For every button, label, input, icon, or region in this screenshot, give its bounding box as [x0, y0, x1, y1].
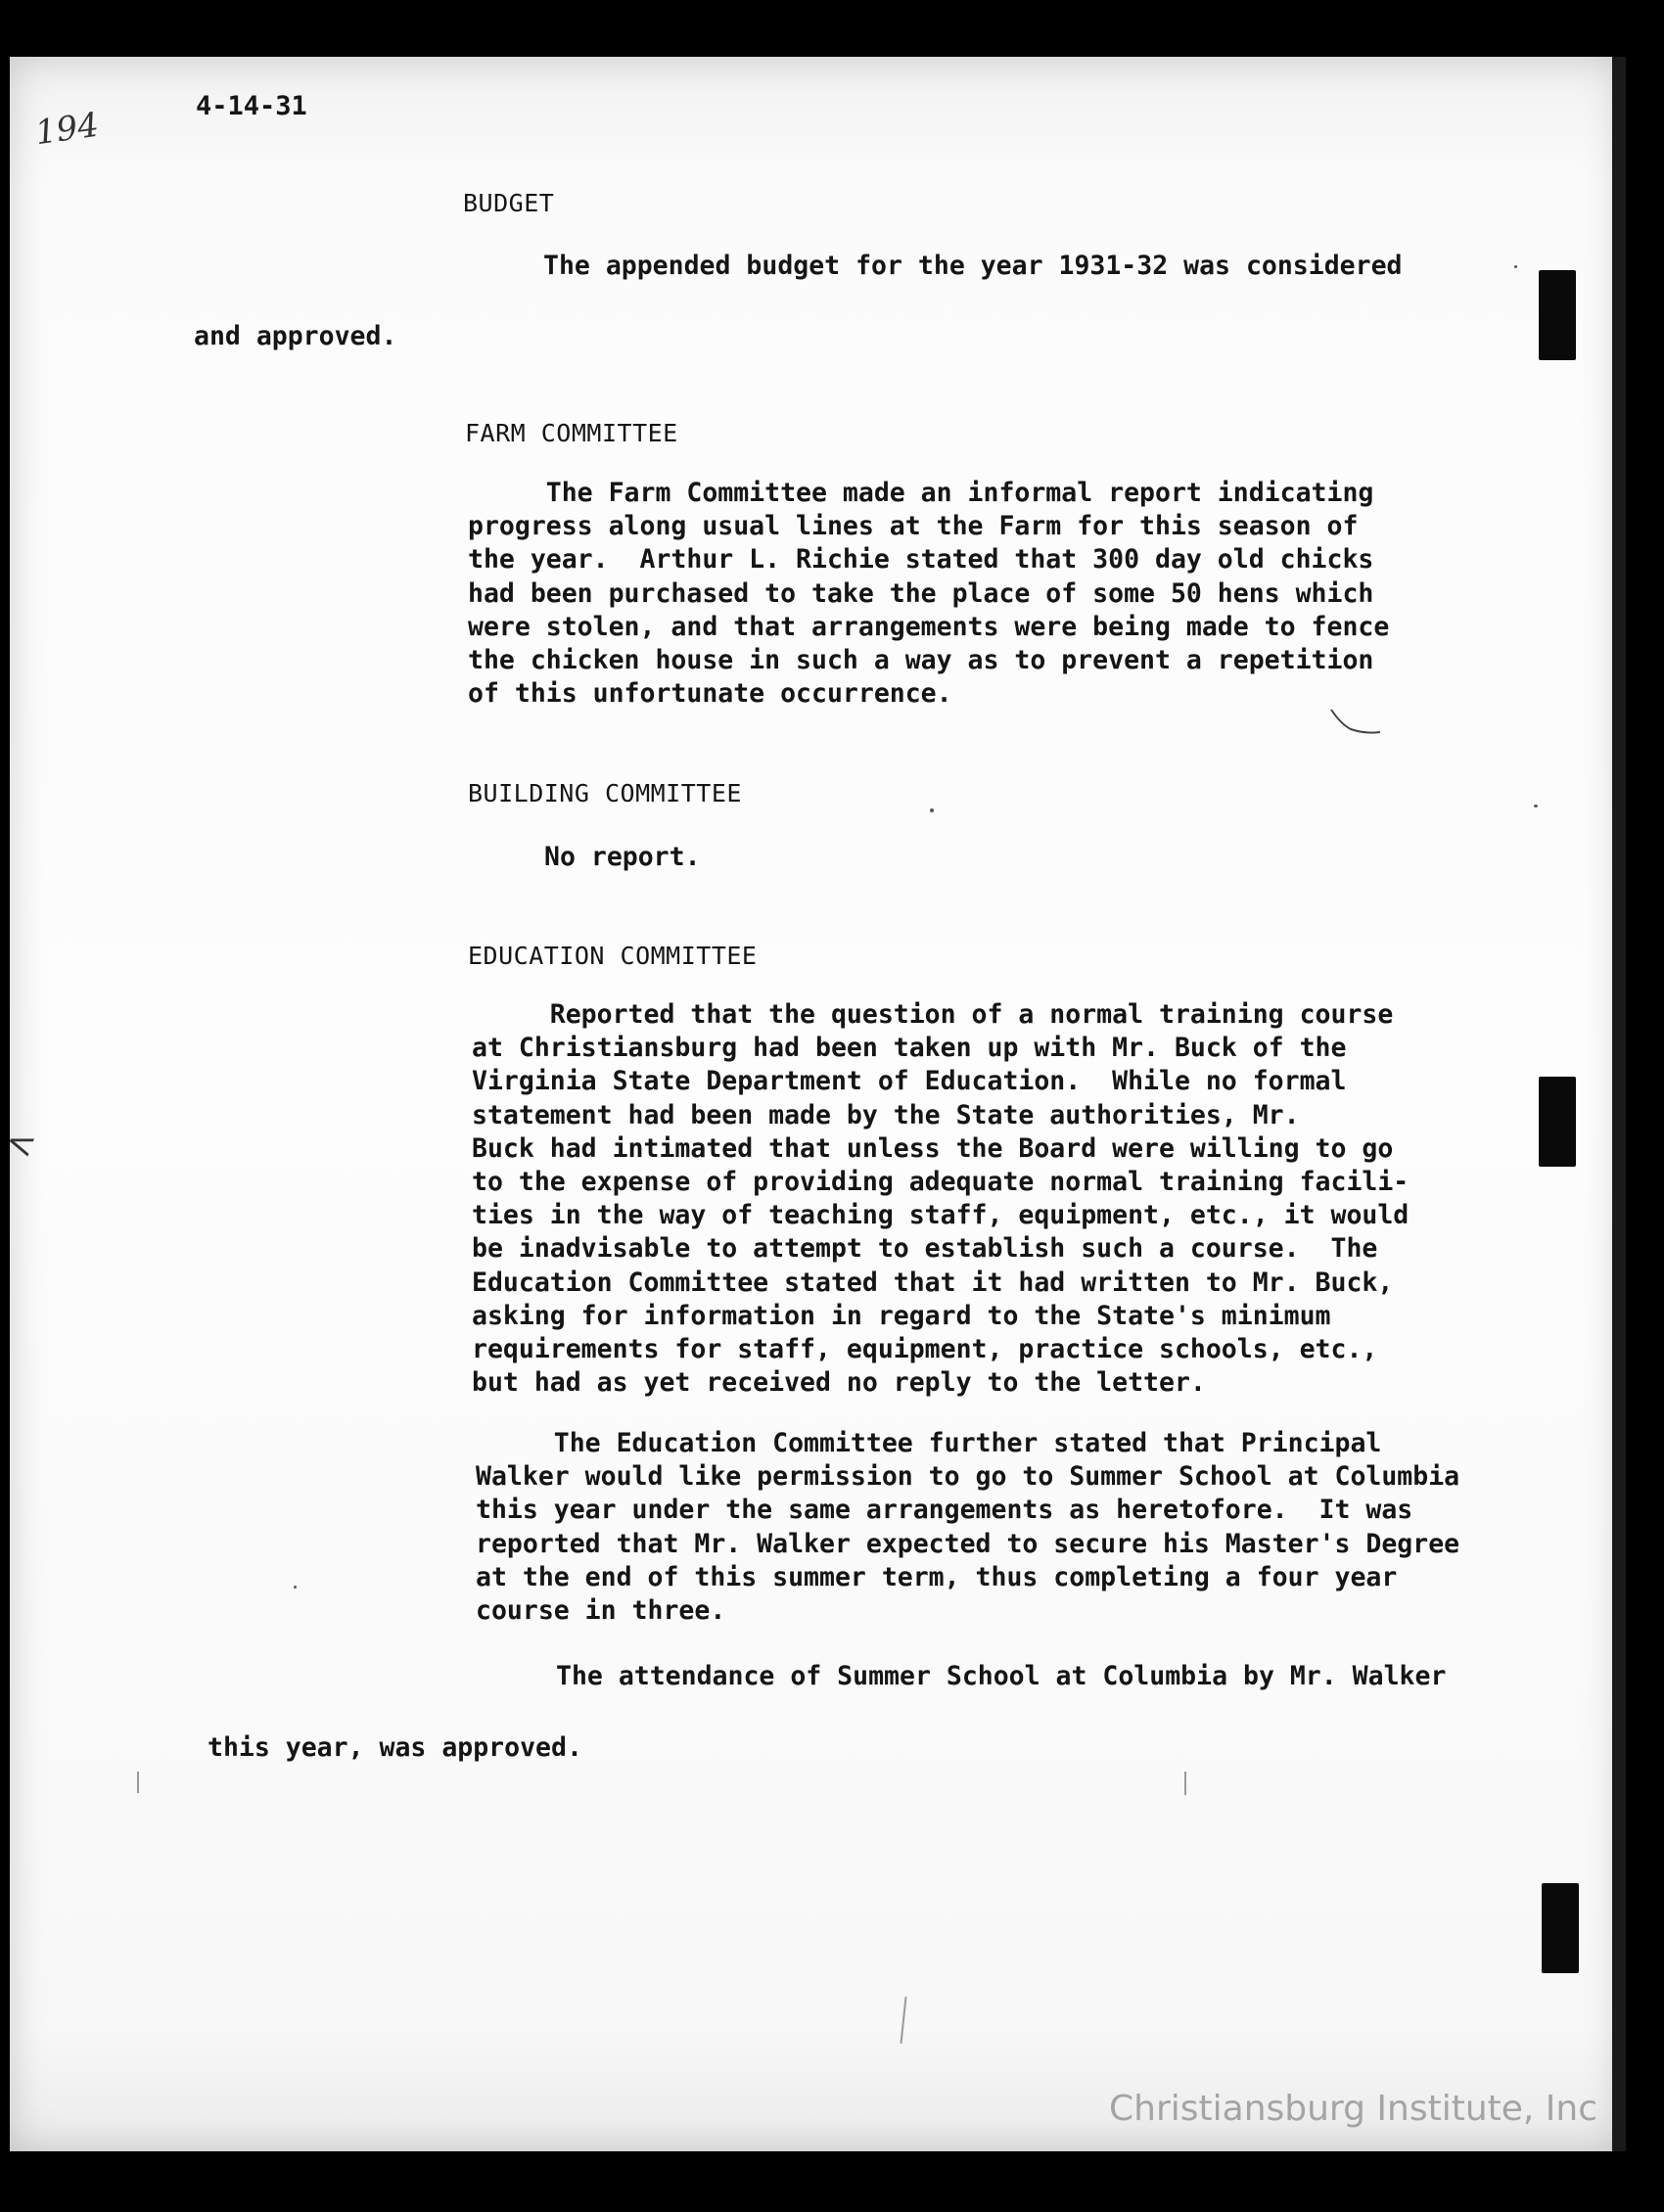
scan-speck — [294, 1586, 297, 1589]
pencil-check-mark — [1326, 705, 1385, 744]
farm-line: of this unfortunate occurrence. — [468, 678, 952, 710]
budget-first-line: The appended budget for the year 1931-32 was considered — [543, 251, 1403, 281]
education-paragraph-1 — [472, 998, 1409, 1400]
scan-speck — [1534, 805, 1538, 807]
scan-scratch — [1184, 1772, 1186, 1795]
education-line: requirements for staff, equipment, practice schools, etc., — [472, 1334, 1378, 1365]
education-paragraph-3-first-line: The attendance of Summer School at Columbia by Mr. Walker — [556, 1661, 1447, 1691]
farm-line: the chicken house in such a way as to prevent a repetition — [468, 645, 1374, 676]
margin-mark-top — [1539, 270, 1576, 360]
education-line: be inadvisable to attempt to establish such a course. The — [472, 1233, 1378, 1265]
building-committee-text: No report. — [544, 842, 701, 872]
education-line: Walker would like permission to go to Summer School at Columbia — [476, 1461, 1460, 1493]
margin-tick-mark: < — [0, 1120, 42, 1168]
scan-speck — [930, 808, 934, 812]
budget-continuation: and approved. — [194, 321, 397, 351]
handwritten-page-number: 194 — [32, 105, 102, 154]
education-line: reported that Mr. Walker expected to secure his Master's Degree — [476, 1528, 1460, 1559]
education-paragraph-2 — [476, 1427, 1459, 1628]
scan-speck — [1514, 265, 1517, 268]
education-line: Reported that the question of a normal training course — [472, 999, 1394, 1030]
education-line: Virginia State Department of Education. While no formal — [472, 1066, 1347, 1097]
farm-line: progress along usual lines at the Farm for this season of — [468, 511, 1359, 542]
farm-line: were stolen, and that arrangements were being made to fence — [468, 611, 1390, 642]
document-date: 4-14-31 — [196, 91, 307, 121]
education-line: asking for information in regard to the State's minimum — [472, 1300, 1331, 1331]
education-line: Buck had intimated that unless the Board were willing to go — [472, 1132, 1394, 1164]
farm-committee-paragraph — [468, 477, 1389, 711]
farm-line: had been purchased to take the place of some 50 hens which — [468, 577, 1374, 609]
scan-scratch — [137, 1772, 139, 1793]
farm-committee-heading: FARM COMMITTEE — [465, 419, 678, 447]
margin-mark-bottom — [1542, 1883, 1579, 1973]
education-line: course in three. — [476, 1595, 726, 1627]
education-committee-heading: EDUCATION COMMITTEE — [468, 942, 758, 970]
education-line: to the expense of providing adequate normal training facili- — [472, 1167, 1410, 1198]
budget-heading: BUDGET — [463, 189, 555, 217]
farm-line: the year. Arthur L. Richie stated that 300 day old chicks — [468, 544, 1374, 576]
education-line: but had as yet received no reply to the letter. — [472, 1367, 1206, 1399]
education-line: at Christiansburg had been taken up with Mr. Buck of the — [472, 1033, 1347, 1064]
education-line: ties in the way of teaching staff, equipment, etc., it would — [472, 1200, 1410, 1231]
farm-line: The Farm Committee made an informal report indicating — [468, 478, 1374, 508]
education-line: this year under the same arrangements as heretofore. It was — [476, 1495, 1413, 1526]
education-line: Education Committee stated that it had written to Mr. Buck, — [472, 1267, 1394, 1298]
building-committee-heading: BUILDING COMMITTEE — [468, 779, 742, 807]
education-line: statement had been made by the State authorities, Mr. — [472, 1099, 1300, 1130]
education-line: The Education Committee further stated that Principal — [476, 1428, 1382, 1458]
education-line: at the end of this summer term, thus completing a four year — [476, 1561, 1398, 1592]
watermark: Christiansburg Institute, Inc — [1109, 2089, 1598, 2129]
education-paragraph-3-continuation: this year, was approved. — [208, 1732, 582, 1763]
margin-mark-middle — [1539, 1077, 1576, 1167]
